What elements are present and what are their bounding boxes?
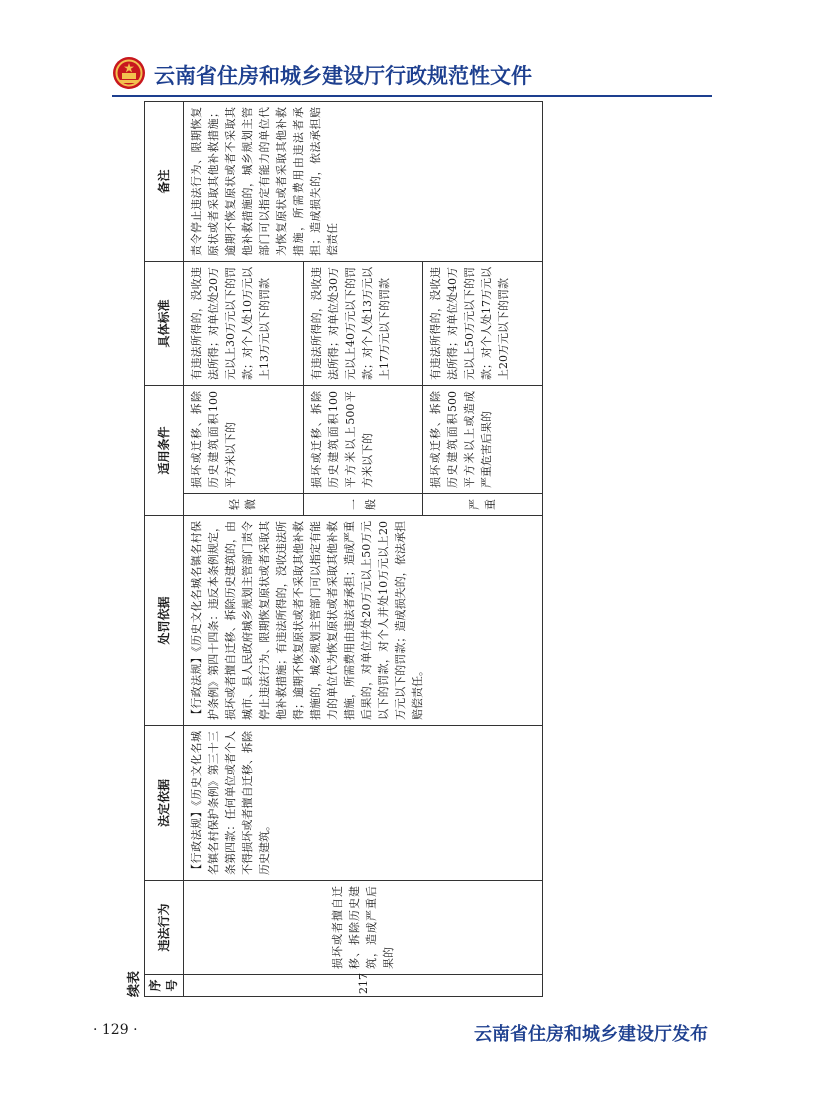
level-label: 轻微	[228, 499, 258, 510]
rotated-table-area	[123, 102, 543, 997]
condition-cell	[423, 385, 543, 493]
penalty-basis-text: 【行政法规】《历史文化名城名镇名村保护条例》第四十四条：违反本条例规定，损坏或者擅自迁移、拆除历史建筑的，由城市、县人民政府城乡规划主管部门责令停止违法行为、限期恢复原状或者采取其他补救措施；有违法所得的，没收违法所得；逾期不恢复原状或者不采取其他补救措施的，城乡规划主管部门可以指定有能力的单位代为恢复原状或者采取其他补救措施，所需费用由违法者承担；造成严重后果的，对单位并处20万元以上50万元以下的罚款，对个人并处10万元以上20万元以下的罚款；造成损失的，依法承担赔偿责任。	[190, 521, 424, 720]
remark-cell	[184, 101, 543, 261]
table-page-landscape	[123, 102, 543, 997]
violation-text: 损坏或者擅自迁移、拆除历史建筑，造成严重后果的	[331, 886, 395, 969]
standard-text: 有违法所得的，没收违法所得；对单位处20万元以上30万元以下的罚款；对个人处10万元以上13万元以下的罚款	[190, 266, 271, 380]
level-label: 严重	[467, 499, 497, 510]
table-row	[184, 101, 304, 996]
document-series-title: 云南省住房和城乡建设厅行政规范性文件	[154, 64, 532, 88]
condition-text: 损坏或迁移、拆除历史建筑面积500平方米以上或造成严重危害后果的	[429, 390, 494, 488]
column-header-legal-basis: 法定依据	[145, 726, 184, 881]
condition-cell	[184, 385, 304, 493]
standard-text: 有违法所得的，没收违法所得；对单位处40万元以上50万元以下的罚款；对个人处17万元以上20万元以下的罚款	[429, 266, 511, 380]
table-header-row	[145, 101, 184, 996]
column-header-standard: 具体标准	[145, 261, 184, 385]
condition-text: 损坏或迁移、拆除历史建筑面积100平方米以上500平方米以下的	[309, 390, 374, 488]
condition-text: 损坏或迁移、拆除历史建筑面积100平方米以下的	[190, 390, 237, 488]
standard-cell	[184, 261, 304, 385]
level-label: 一般	[347, 499, 377, 510]
condition-cell	[303, 385, 423, 493]
header-divider	[112, 95, 712, 97]
standard-cell	[303, 261, 423, 385]
table-continued-label: 续表	[127, 970, 142, 997]
page-number: · 129 ·	[93, 1022, 138, 1038]
violation-cell	[184, 881, 543, 975]
level-cell	[303, 494, 423, 516]
column-header-penalty-basis: 处罚依据	[145, 516, 184, 726]
standard-text: 有违法所得的，没收违法所得；对单位处30万元以上40万元以下的罚款；对个人处13万元以上17万元以下的罚款	[309, 266, 391, 380]
column-header-condition: 适用条件	[145, 385, 184, 515]
penalty-basis-cell	[184, 516, 543, 726]
penalty-standard-table	[144, 101, 543, 997]
legal-basis-cell	[184, 726, 543, 881]
standard-cell	[423, 261, 543, 385]
column-header-remark: 备注	[145, 101, 184, 261]
column-header-number: 序号	[145, 975, 184, 997]
row-number: 217	[184, 975, 543, 997]
column-header-violation: 违法行为	[145, 881, 184, 975]
level-cell	[423, 494, 543, 516]
page-header	[112, 54, 712, 98]
level-cell	[184, 494, 304, 516]
publisher-label: 云南省住房和城乡建设厅发布	[474, 1024, 708, 1045]
legal-basis-text: 【行政法规】《历史文化名城名镇名村保护条例》第三十三条第四款：任何单位或者个人不得损坏或者擅自迁移、拆除历史建筑。	[190, 731, 271, 875]
remark-text: 责令停止违法行为、限期恢复原状或者采取其他补救措施；逾期不恢复原状或者不采取其他补救措施的，城乡规划主管部门可以指定有能力的单位代为恢复原状或者采取其他补救措施，所需费用由违法者承担；造成损失的，依法承担赔偿责任	[190, 106, 339, 256]
national-emblem-icon	[112, 56, 146, 90]
